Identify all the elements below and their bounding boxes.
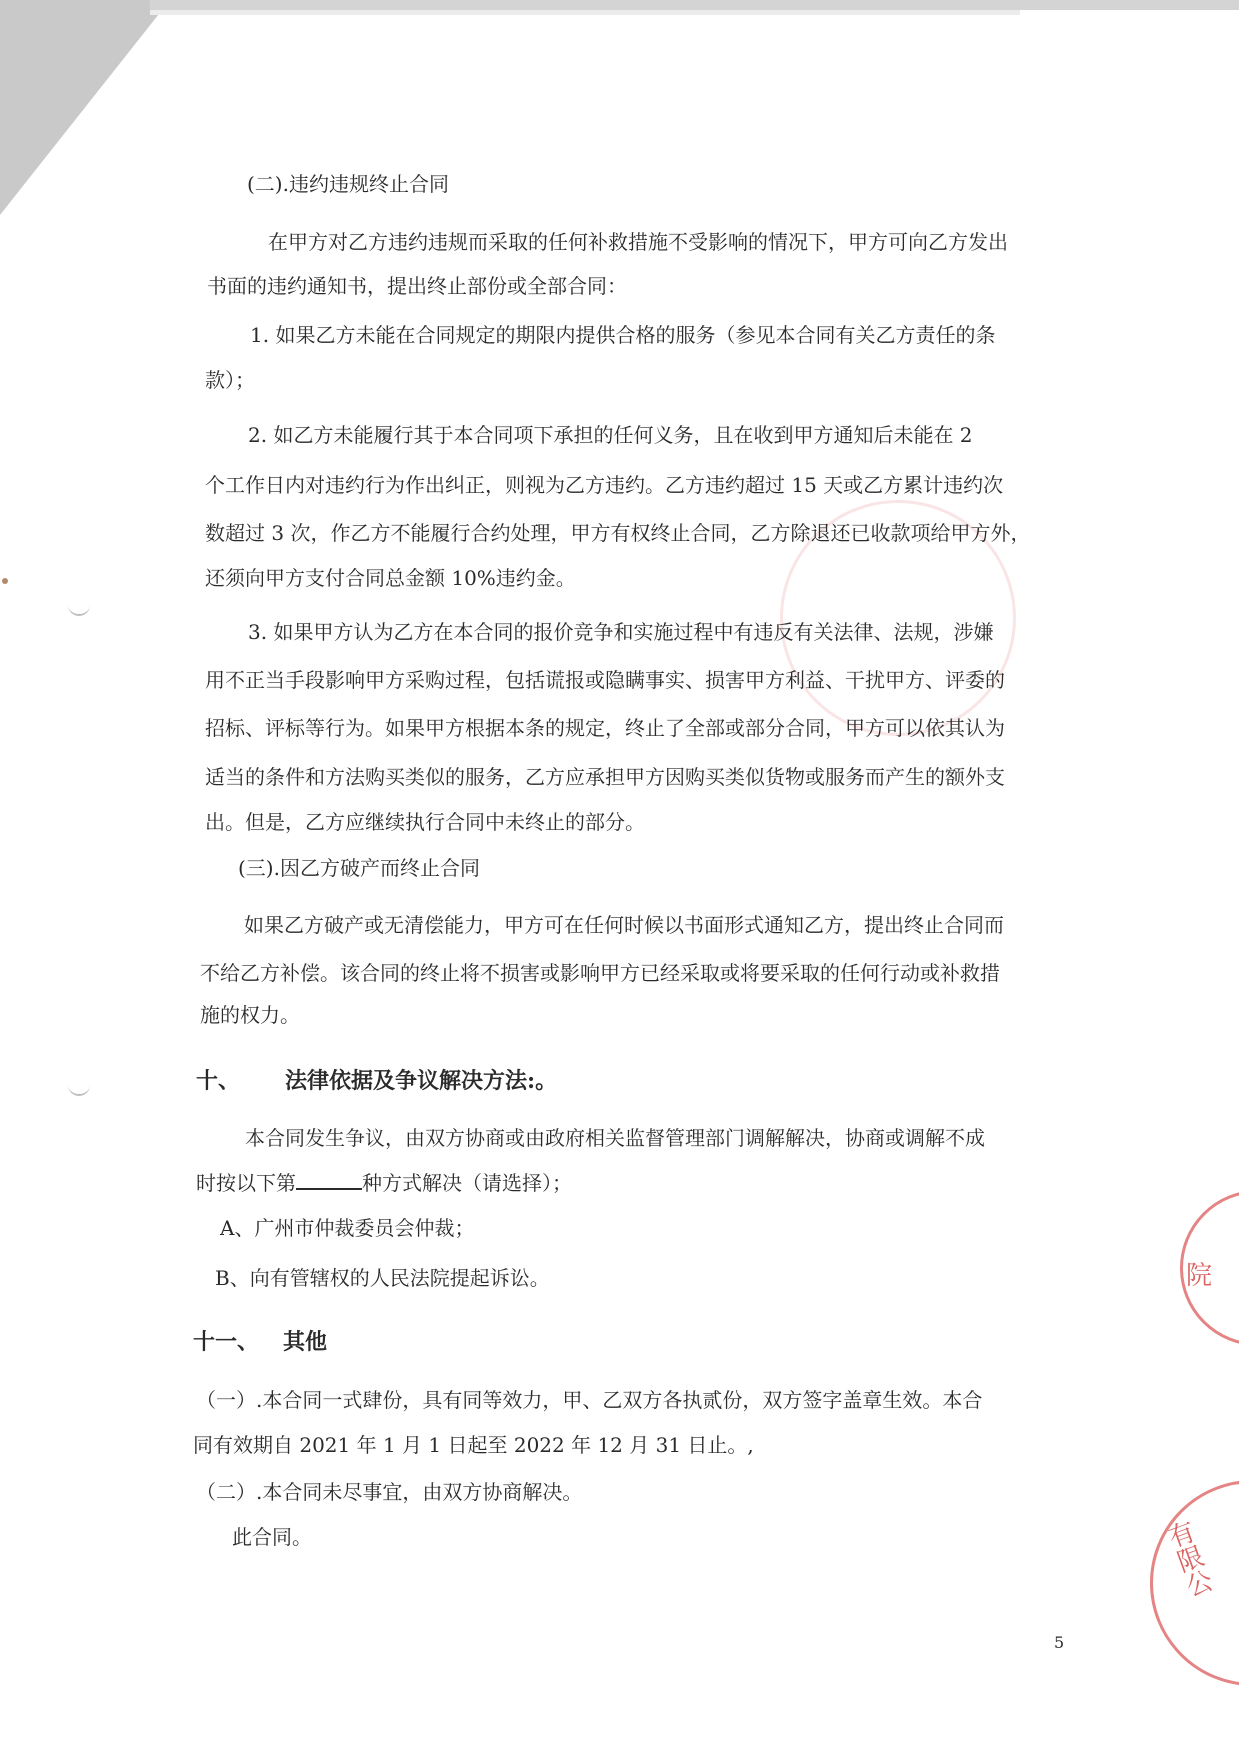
blank-fill-line — [296, 1170, 362, 1190]
article-number: 十、 — [196, 1068, 241, 1094]
paragraph-fragment: 时按以下第 — [196, 1171, 296, 1195]
seal-text-fragment: 院 — [1186, 1261, 1213, 1291]
paragraph-line: （一）.本合同一式肆份，具有同等效力，甲、乙双方各执贰份，双方签字盖章生效。本合 — [196, 1388, 983, 1412]
paragraph-line: 不给乙方补偿。该合同的终止将不损害或影响甲方已经采取或将要采取的任何行动或补救措 — [200, 961, 1000, 985]
list-item-line: 个工作日内对违约行为作出纠正，则视为乙方违约。乙方违约超过 15 天或乙方累计违约次 — [205, 473, 1004, 497]
list-item-line: 3. 如果甲方认为乙方在本合同的报价竞争和实施过程中有违反有关法律、法规，涉嫌 — [248, 620, 994, 644]
paragraph-line: （二）.本合同未尽事宜，由双方协商解决。 — [196, 1480, 583, 1504]
list-item-line: 用不正当手段影响甲方采购过程，包括谎报或隐瞒事实、损害甲方利益、干扰甲方、评委的 — [205, 668, 1005, 692]
section-heading: (三).因乙方破产而终止合同 — [238, 856, 480, 880]
seal-text-fragment: 有限公 — [1160, 1517, 1216, 1601]
punch-hole-mark — [68, 600, 90, 616]
article-title: 其他 — [283, 1329, 328, 1355]
article-title: 法律依据及争议解决方法:。 — [285, 1068, 558, 1094]
list-item-line: 1. 如果乙方未能在合同规定的期限内提供合格的服务（参见本合同有关乙方责任的条 — [250, 323, 996, 347]
list-item-line: 还须向甲方支付合同总金额 10%违约金。 — [205, 566, 576, 590]
paragraph-line: 在甲方对乙方违约违规而采取的任何补救措施不受影响的情况下，甲方可向乙方发出 — [268, 230, 1008, 254]
list-item-line: 招标、评标等行为。如果甲方根据本条的规定，终止了全部或部分合同，甲方可以依其认为 — [205, 716, 1005, 740]
paragraph-line: 书面的违约通知书，提出终止部份或全部合同： — [207, 274, 627, 298]
folded-page-corner — [0, 0, 170, 215]
paragraph-line: 同有效期自 2021 年 1 月 1 日起至 2022 年 12 月 31 日止。, — [193, 1433, 754, 1457]
scan-speck — [2, 578, 8, 584]
option-line: B、向有管辖权的人民法院提起诉讼。 — [215, 1266, 550, 1290]
paragraph-line: 本合同发生争议，由双方协商或由政府相关监督管理部门调解解决，协商或调解不成 — [245, 1126, 985, 1150]
list-item-line: 适当的条件和方法购买类似的服务，乙方应承担甲方因购买类似货物或服务而产生的额外支 — [205, 765, 1005, 789]
paragraph-line — [196, 1170, 572, 1193]
closing-line: 此合同。 — [232, 1525, 312, 1549]
paragraph-fragment: 种方式解决（请选择）； — [362, 1171, 572, 1195]
option-line: A、广州市仲裁委员会仲裁； — [220, 1216, 475, 1240]
list-item-line: 出。但是，乙方应继续执行合同中未终止的部分。 — [205, 810, 645, 834]
section-heading: (二).违约违规终止合同 — [247, 172, 449, 196]
scan-top-edge — [150, 0, 1239, 10]
paragraph-line: 如果乙方破产或无清偿能力，甲方可在任何时候以书面形式通知乙方，提出终止合同而 — [244, 913, 1004, 937]
list-item-line: 数超过 3 次，作乙方不能履行合约处理，甲方有权终止合同，乙方除退还已收款项给甲方外， — [205, 521, 1031, 545]
punch-hole-mark — [68, 1080, 90, 1096]
article-number: 十一、 — [193, 1329, 260, 1355]
list-item-line: 款）； — [205, 368, 255, 392]
list-item-line: 2. 如乙方未能履行其于本合同项下承担的任何义务，且在收到甲方通知后未能在 2 — [248, 423, 973, 447]
paragraph-line: 施的权力。 — [200, 1003, 300, 1027]
scan-top-edge-shadow — [150, 10, 1020, 15]
page-number: 5 — [1054, 1633, 1065, 1652]
